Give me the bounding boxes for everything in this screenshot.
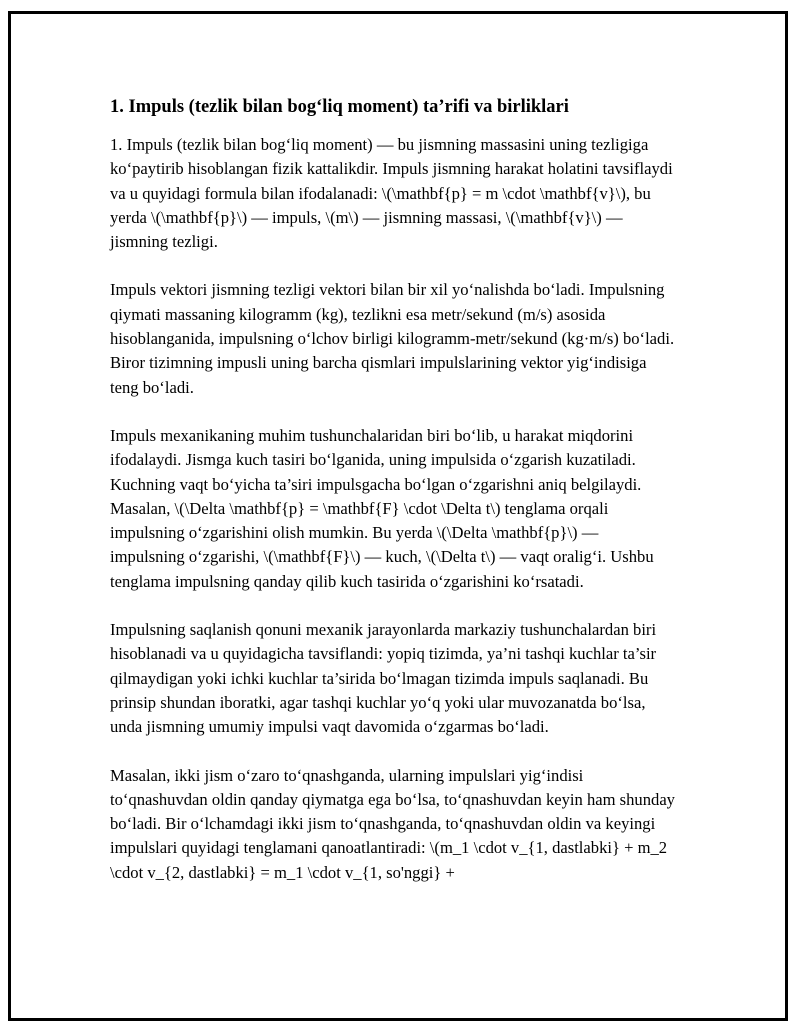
- document-title: 1. Impuls (tezlik bilan bog‘liq moment) ta’rifi va birliklari: [110, 97, 569, 117]
- paragraph-collision-example: Masalan, ikki jism o‘zaro to‘qnashganda, ularning impulslari yig‘indisi to‘qnashuvdan oldin qanday qiymatga ega bo‘lsa, to‘qnashuvdan keyin ham shunday bo‘ladi. Bir o‘lchamdagi ikki jism to‘qnashganda, to‘qnashuvdan oldin va keyingi impulslari quyidagi tenglamani qanoatlantiradi: \(m_1 \cdot v_{1, dastlabki} + m_2 \cdot v_{2, dastlabki} = m_1 \cdot v_{1, so'nggi} +: [110, 765, 675, 882]
- paragraph-force-change: Impuls mexanikaning muhim tushunchalaridan biri bo‘lib, u harakat miqdorini ifodalaydi. Jismga kuch tasiri bo‘lganida, uning impulsida o‘zgarish kuzatiladi. Kuchning vaqt bo‘yicha ta’siri impulsgacha bo‘lgan o‘zgarishni aniq belgilaydi. Masalan, \(\Delta \mathbf{p} = \mathbf{F} \cdot \Delta t\) tenglama orqali impulsning o‘zgarishini olish mumkin. Bu yerda \(\Delta \mathbf{p}\) — impulsning o‘zgarishi, \(\mathbf{F}\) — kuch, \(\Delta t\) — vaqt oralig‘i. Ushbu tenglama impulsning qanday qilib kuch tasirida o‘zgarishini ko‘rsatadi.: [110, 425, 654, 591]
- document-content: [110, 95, 675, 909]
- paragraph-conservation-law: Impulsning saqlanish qonuni mexanik jarayonlarda markaziy tushunchalardan biri hisoblanadi va u quyidagicha tavsiflandi: yopiq tizimda, ya’ni tashqi kuchlar ta’sir qilmaydigan yoki ichki kuchlar ta’sirida bo‘lmagan tizimda impuls saqlanadi. Bu prinsip shundan iboratki, agar tashqi kuchlar yo‘q yoki ular muvozanatda bo‘lsa, unda jismning umumiy impulsi vaqt davomida o‘zgarmas bo‘ladi.: [110, 620, 657, 737]
- paragraph-units: Impuls vektori jismning tezligi vektori bilan bir xil yo‘nalishda bo‘ladi. Impulsning qiymati massaning kilogramm (kg), tezlikni esa metr/sekund (m/s) asosida hisoblanganida, impulsning o‘lchov birligi kilogramm-metr/sekund (kg·m/s) bo‘ladi. Biror tizimning impusli uning barcha qismlari impulslarining vektor yig‘indisiga teng bo‘ladi.: [110, 280, 675, 397]
- paragraph-definition: 1. Impuls (tezlik bilan bog‘liq moment) — bu jismning massasini uning tezligiga ko‘paytirib hisoblangan fizik kattalikdir. Impuls jismning harakat holatini tavsiflaydi va u quyidagi formula bilan ifodalanadi: \(\mathbf{p} = m \cdot \mathbf{v}\), bu yerda \(\mathbf{p}\) — impuls, \(m\) — jismning massasi, \(\mathbf{v}\) — jismning tezligi.: [110, 135, 673, 252]
